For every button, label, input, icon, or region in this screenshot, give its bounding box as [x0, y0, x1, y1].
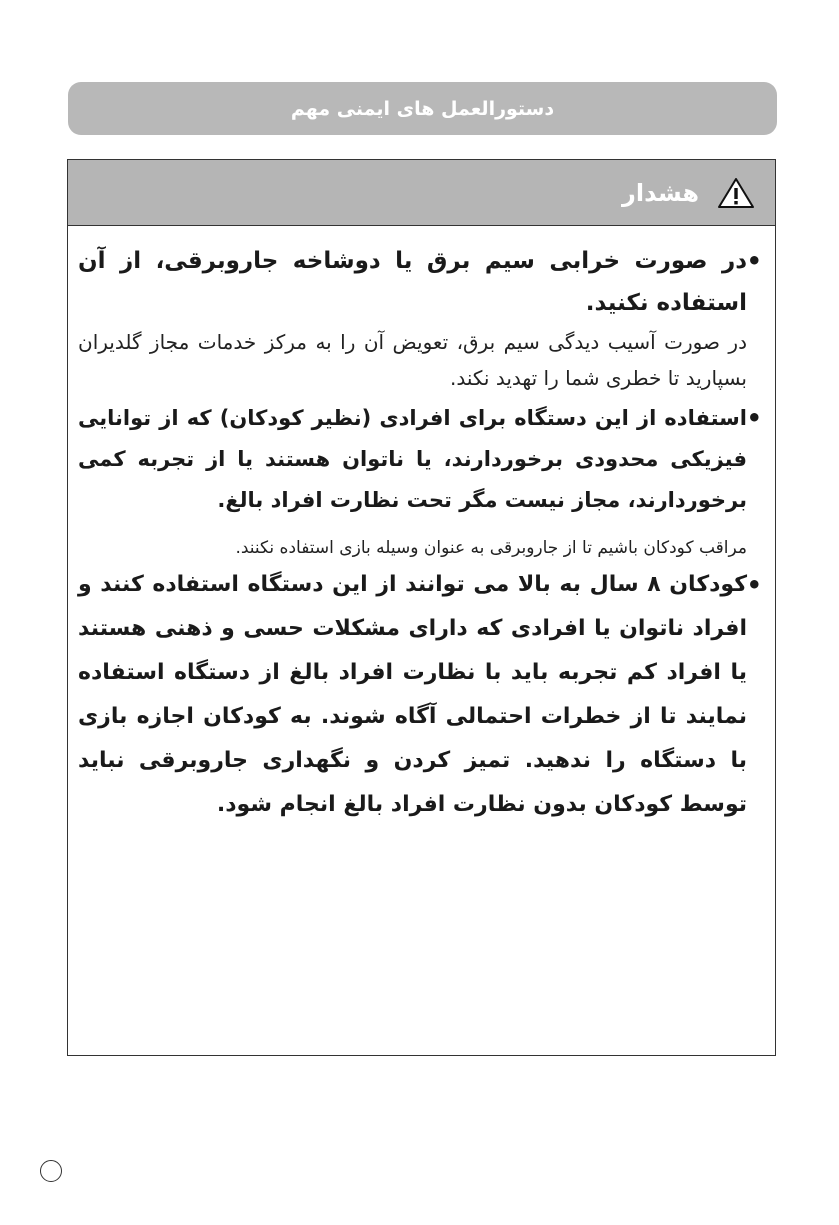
- page-marker-circle: [40, 1160, 62, 1182]
- section-title: دستورالعمل های ایمنی مهم: [290, 97, 555, 120]
- warning-item-text: کودکان ۸ سال به بالا می توانند از این دستگاه استفاده کنند و افراد ناتوان یا افرادی که دارای مشکلات حسی و ذهنی هستند یا افراد کم تجربه باید با نظارت افراد بالغ از دستگاه استفاده نمایند تا از خطرات احتمالی آگاه شوند. به کودکان اجازه بازی با دستگاه را ندهید. تمیز کردن و نگهداری جاروبرقی نباید توسط کودکان بدون نظارت افراد بالغ انجام شود.: [78, 572, 747, 817]
- warning-item-text: استفاده از این دستگاه برای افرادی (نظیر کودکان) که از توانایی فیزیکی محدودی برخوردارند، یا ناتوان هستند یا از تجربه کمی برخوردارند، مجاز نیست مگر تحت نظارت افراد بالغ.: [78, 406, 747, 512]
- warning-item: [78, 398, 762, 521]
- warning-label: هشدار: [622, 178, 699, 207]
- warning-triangle-icon: [717, 177, 755, 209]
- warning-item-text: در صورت خرابی سیم برق یا دوشاخه جاروبرقی، از آن استفاده نکنید.: [78, 248, 747, 316]
- warning-header: [68, 160, 775, 226]
- warning-item: [78, 563, 762, 827]
- section-title-bar: [68, 82, 777, 135]
- bullet-icon: •: [746, 247, 762, 275]
- warning-note: مراقب کودکان باشیم تا از جاروبرقی به عنوان وسیله بازی استفاده نکنند.: [235, 538, 747, 558]
- warning-item: [78, 240, 762, 324]
- warning-box: [67, 159, 776, 1056]
- bullet-icon: •: [746, 571, 762, 599]
- warning-note: در صورت آسیب دیدگی سیم برق، تعویض آن را به مرکز خدمات مجاز گلدیران بسپارید تا خطری شما را تهدید نکند.: [78, 330, 747, 390]
- bullet-icon: •: [746, 404, 762, 432]
- warning-content: [68, 226, 775, 827]
